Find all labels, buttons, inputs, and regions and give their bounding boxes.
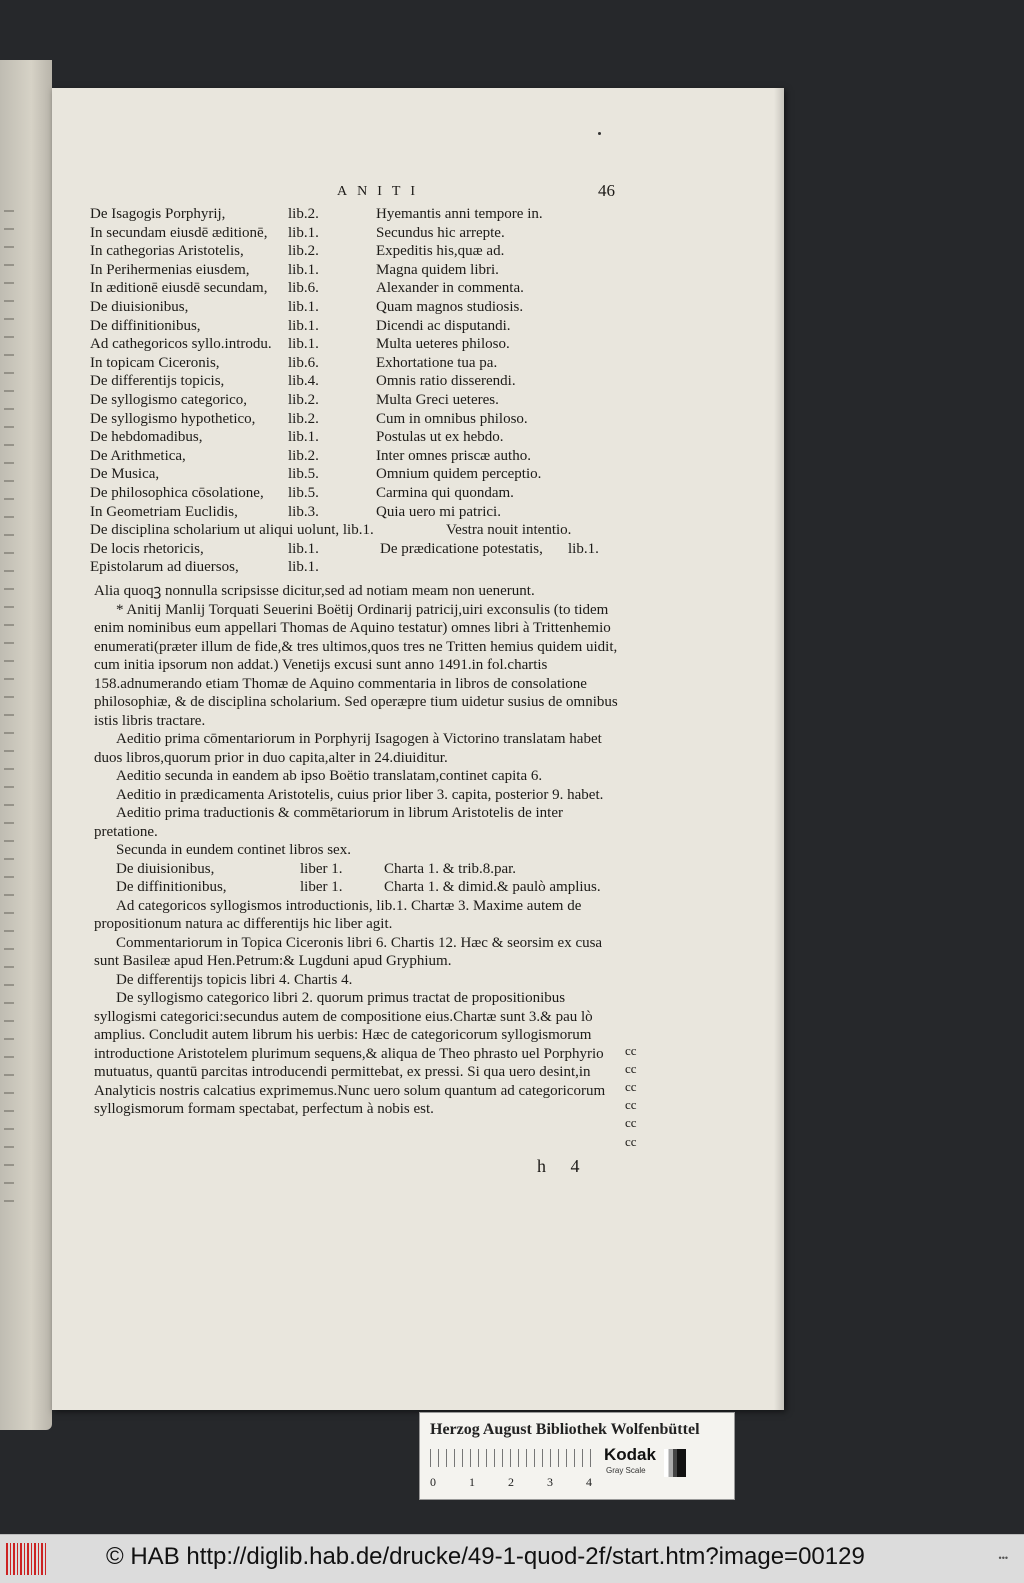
work-lib: lib.1. — [288, 298, 319, 315]
work-title: In topicam Ciceronis, — [90, 354, 220, 371]
work-lib: lib.2. — [288, 206, 319, 222]
work-incipit: Exhortatione tua pa. — [376, 354, 498, 371]
work-title: In secundam eiusdē æditionē, — [90, 224, 268, 241]
paragraph-commentariorum: Commentariorum in Topica Ciceronis libri 6. Chartis 12. Hæc & seorsim ex cusa sunt Basileæ apud Hen.Petrum:& Lugduni apud Gryphium. — [94, 934, 603, 969]
page-speck — [598, 132, 601, 135]
paragraph-aeditio-4: Aeditio prima traductionis & commētariorum in librum Aristotelis de inter pretatione. — [94, 805, 563, 840]
quote-mark: cc — [625, 1115, 637, 1130]
tab-liber: liber 1. — [300, 860, 343, 877]
tab-charta: Charta 1. & trib.8.par. — [384, 860, 517, 877]
work-incipit: Hyemantis anni tempore in. — [376, 206, 543, 222]
folio-number: 46 — [598, 181, 615, 200]
work-incipit: Quia uero mi patrici. — [376, 503, 501, 520]
work-title: De diuisionibus, — [90, 298, 189, 315]
works-row — [90, 242, 650, 261]
quote-mark: cc — [625, 1079, 637, 1094]
work-lib: lib.3. — [288, 503, 319, 520]
work-lib: lib.6. — [288, 354, 319, 371]
work-incipit: Magna quidem libri. — [376, 261, 499, 278]
work-title: In æditionē eiusdē secundam, — [90, 280, 268, 297]
work-lib: lib.4. — [288, 373, 319, 390]
work-title-2: De prædicatione potestatis, — [380, 540, 543, 557]
work-incipit: Cum in omnibus philoso. — [376, 410, 528, 427]
ruler-numbers — [430, 1475, 625, 1490]
work-title: De locis rhetoricis, — [90, 540, 204, 557]
work-incipit: Alexander in commenta. — [376, 280, 524, 297]
work-title: De syllogismo categorico, — [90, 391, 248, 408]
tab-charta: Charta 1. & dimid.& paulò amplius. — [384, 879, 601, 895]
tab-title: De diffinitionibus, — [116, 879, 227, 895]
footer-url[interactable]: © HAB http://diglib.hab.de/drucke/49-1-quod-2f/start.htm?image=00129 — [106, 1543, 865, 1570]
work-title: In Perihermenias eiusdem, — [90, 261, 250, 278]
work-incipit: Carmina qui quondam. — [376, 484, 514, 501]
work-incipit: Quam magnos studiosis. — [376, 298, 524, 315]
works-row — [90, 335, 650, 354]
quote-mark: cc — [625, 1134, 637, 1149]
paragraph-aeditio-1: Aeditio prima cōmentariorum in Porphyrij Isagogen à Victorino translatam habet duos libros,quorum prior in duo capita,alter in 24.diuiditur. — [94, 731, 602, 766]
works-row — [90, 503, 650, 522]
work-lib: lib.1. — [288, 429, 319, 446]
works-row — [90, 317, 650, 336]
ruler-scale — [430, 1449, 594, 1467]
work-title: In cathegorias Aristotelis, — [90, 243, 244, 260]
ruler-number: 0 — [430, 1475, 436, 1489]
work-lib: lib.1. — [288, 559, 319, 576]
work-title: De philosophica cōsolatione, — [90, 484, 264, 501]
work-lib: lib.1. — [342, 522, 374, 539]
works-list — [90, 205, 650, 577]
work-lib: lib.2. — [288, 410, 319, 427]
paragraph-categoricos: Ad categoricos syllogismos introductionis, lib.1. Chartæ 3. Maxime autem de propositionum natura ac differentijs hic liber agit. — [94, 897, 582, 932]
works-row — [90, 354, 650, 373]
works-row — [90, 410, 650, 429]
work-lib: lib.5. — [288, 484, 319, 501]
work-incipit: Expeditis his,quæ ad. — [376, 243, 505, 260]
works-row — [90, 391, 650, 410]
paragraph-alia: Alia quoqꝫ nonnulla scripsisse dicitur,sed ad notiam meam non uenerunt. — [94, 583, 535, 599]
kodak-logo: Kodak — [604, 1445, 656, 1464]
running-title: ANITI — [337, 184, 426, 199]
work-lib: lib.6. — [288, 280, 319, 297]
body-text — [94, 582, 626, 1119]
paragraph-anitij: * Anitij Manlij Torquati Seuerini Boëtij Ordinarij patricij,uiri exconsulis (to tidem enim nominibus eum appellari Thomas de Aquino testatur) omnes libri à Trittenhemio enumerati(præter illum de fide,& tres ultimos,quos tres ne Tritten hemius quidem uidit, cum initia ipsorum non addat.) Venetijs excusi sunt anno 1491.in fol.chartis 158.adnumerando etiam Thomæ de Aquino commentaria in libros de consolatione philosophiæ, & de disciplina scholarium. Sed operæpre tium uidetur susius de omnibus istis libris tractare. — [94, 601, 618, 729]
work-title: De Isagogis Porphyrij, — [90, 206, 226, 222]
ruler-number: 4 — [586, 1475, 592, 1489]
tab-row-diuisionibus — [94, 860, 626, 879]
works-row — [90, 484, 650, 503]
work-title: Epistolarum ad diuersos, — [90, 559, 239, 576]
work-incipit: Multa Greci ueteres. — [376, 391, 499, 408]
work-incipit: Dicendi ac disputandi. — [376, 317, 511, 334]
work-lib: lib.1. — [288, 336, 319, 353]
ruler-number: 1 — [469, 1475, 475, 1489]
work-title: De Arithmetica, — [90, 447, 186, 464]
works-row — [90, 428, 650, 447]
work-incipit: Postulas ut ex hebdo. — [376, 429, 504, 446]
work-lib: lib.5. — [288, 466, 319, 483]
works-row — [90, 298, 650, 317]
paragraph-secunda: Secunda in eundem continet libros sex. — [116, 842, 351, 858]
ruler-number: 2 — [508, 1475, 514, 1489]
work-lib: lib.1. — [288, 540, 319, 557]
work-lib-2: lib.1. — [568, 540, 599, 557]
works-row — [90, 465, 650, 484]
work-title: De differentijs topicis, — [90, 373, 225, 390]
work-title: De diffinitionibus, — [90, 317, 201, 334]
quote-mark: cc — [625, 1061, 637, 1076]
footer-dots: ••• — [998, 1553, 1008, 1563]
quote-mark: cc — [625, 1043, 637, 1058]
quote-mark: cc — [625, 1097, 637, 1112]
work-title: Ad cathegoricos syllo.introdu. — [90, 336, 272, 353]
facing-page-edge — [0, 60, 52, 1430]
tab-liber: liber 1. — [300, 879, 343, 895]
library-color-card — [419, 1412, 735, 1500]
work-title: De disciplina scholarium ut aliqui uolunt, — [90, 522, 340, 539]
work-incipit: Inter omnes priscæ autho. — [376, 447, 531, 464]
book-page — [52, 88, 784, 1410]
work-lib: lib.1. — [288, 261, 319, 278]
ruler-number: 3 — [547, 1475, 553, 1489]
work-title: De syllogismo hypothetico, — [90, 410, 256, 427]
works-row — [90, 447, 650, 466]
gray-scale-label: Gray Scale — [606, 1466, 646, 1475]
barcode-icon — [6, 1543, 48, 1575]
work-lib: lib.2. — [288, 243, 319, 260]
work-title: In Geometriam Euclidis, — [90, 503, 238, 520]
work-lib: lib.2. — [288, 447, 319, 464]
work-incipit: Omnium quidem perceptio. — [376, 466, 542, 483]
works-row — [90, 205, 650, 224]
tab-title: De diuisionibus, — [116, 860, 215, 877]
work-lib: lib.1. — [288, 224, 319, 241]
tab-row-diffinitionibus — [94, 878, 626, 897]
work-incipit: Vestra nouit intentio. — [446, 522, 572, 539]
work-incipit: Secundus hic arrepte. — [376, 224, 505, 241]
paragraph-syllogismo: De syllogismo categorico libri 2. quorum primus tractat de propositionibus syllogismi categorici:secundus autem de compositione eius.Chartæ sunt 3.& pau lò amplius. Concludit autem librum his uerbis: Hæc de categoricorum syllogismorum introductione Aristotelem plurimum sequens,& aliqua de Theo phrasto uel Porphyrio mutuatus, quantū parcitas introducendi permittebat, ex pressi. Si qua uero desint,in Analyticis nostris calcatius exprimemus.Nunc uero solum quantum ad categoricorum syllogismorum formam spectabat, perfectum à nobis est. — [94, 990, 606, 1117]
work-lib: lib.1. — [288, 317, 319, 334]
works-row — [90, 521, 650, 540]
paragraph-aeditio-3: Aeditio in prædicamenta Aristotelis, cuius prior liber 3. capita, posterior 9. habet. — [116, 786, 604, 803]
paragraph-differentijs: De differentijs topicis libri 4. Chartis 4. — [116, 971, 353, 988]
work-lib: lib.2. — [288, 391, 319, 408]
work-incipit: Multa ueteres philoso. — [376, 336, 510, 353]
gray-patch — [664, 1449, 686, 1477]
facing-page-text-marks — [4, 210, 14, 1210]
works-row — [90, 558, 650, 577]
works-row — [90, 224, 650, 243]
work-title: De Musica, — [90, 466, 160, 483]
works-row — [90, 279, 650, 298]
works-row — [90, 540, 650, 559]
works-row — [90, 261, 650, 280]
work-incipit: Omnis ratio disserendi. — [376, 373, 516, 390]
footer-bar — [0, 1534, 1024, 1583]
signature-mark: h 4 — [537, 1156, 590, 1176]
work-title: De hebdomadibus, — [90, 429, 203, 446]
library-name: Herzog August Bibliothek Wolfenbüttel — [430, 1421, 700, 1438]
works-row — [90, 372, 650, 391]
paragraph-aeditio-2: Aeditio secunda in eandem ab ipso Boëtio translatam,continet capita 6. — [116, 768, 543, 784]
